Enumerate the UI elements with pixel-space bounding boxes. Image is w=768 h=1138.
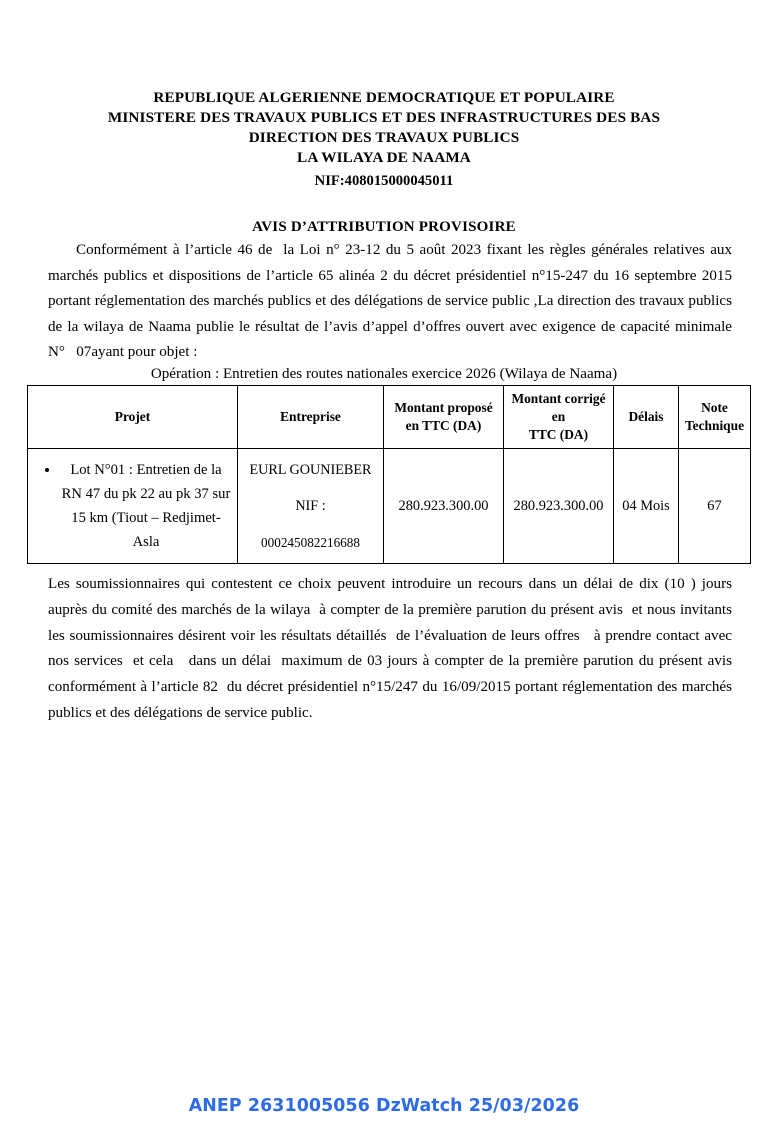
entreprise-nif-value: 000245082216688	[261, 534, 360, 550]
operation-caption: Opération : Entretien des routes nationales exercice 2026 (Wilaya de Naama)	[150, 366, 618, 382]
col-header-note-line1: Note	[701, 400, 728, 415]
col-header-entreprise: Entreprise	[238, 386, 384, 449]
col-header-montant-propose	[384, 386, 504, 449]
table-row	[28, 449, 751, 564]
col-header-montant-corrige-line2: en	[551, 409, 566, 424]
col-header-projet: Projet	[28, 386, 238, 449]
results-table-wrapper	[27, 385, 750, 564]
results-table	[27, 385, 751, 564]
col-header-montant-propose-line1: Montant proposé	[394, 400, 493, 415]
header-line-ministry: MINISTERE DES TRAVAUX PUBLICS ET DES INFRASTRUCTURES DES BAS	[107, 109, 661, 126]
closing-paragraph: Les soumissionnaires qui contestent ce choix peuvent introduire un recours dans un délai de dix (10 ) jours auprès du comité des marchés de la wilaya à compter de la première parution du présent avis et nous invitants les soumissionnaires désirent voir les résultats détaillés de l’évaluation de leurs offres à prendre contact avec nos services et cela dans un délai maximum de 03 jours à compter de la première parution du présent avis conformément à l’article 82 du décret présidentiel n°15/247 du 16/09/2015 portant réglementation des marchés publics et des délégations de service public.	[48, 576, 740, 721]
col-header-montant-propose-line2: en TTC (DA)	[405, 418, 482, 433]
entreprise-nif-label: NIF :	[295, 497, 326, 514]
document-header	[40, 88, 728, 191]
footer-anep-reference: ANEP 2631005056 DzWatch 25/03/2026	[188, 1096, 580, 1116]
entreprise-name: EURL GOUNIEBER	[249, 461, 372, 478]
cell-note-technique: 67	[679, 449, 751, 564]
cell-montant-propose: 280.923.300.00	[384, 449, 504, 564]
header-line-wilaya: LA WILAYA DE NAAMA	[297, 149, 471, 166]
cell-entreprise	[238, 449, 384, 564]
header-line-nif: NIF:408015000045011	[314, 173, 454, 189]
header-line-republic: REPUBLIQUE ALGERIENNE DEMOCRATIQUE ET POPULAIRE	[153, 89, 615, 106]
header-line-direction: DIRECTION DES TRAVAUX PUBLICS	[248, 129, 520, 146]
cell-projet	[28, 449, 238, 564]
col-header-note-technique	[679, 386, 751, 449]
col-header-montant-corrige-line1: Montant corrigé	[511, 391, 606, 406]
lot-list	[33, 458, 232, 554]
table-header-row	[28, 386, 751, 449]
cell-montant-corrige: 280.923.300.00	[504, 449, 614, 564]
col-header-delais: Délais	[614, 386, 679, 449]
list-item-lot: • Lot N°01 : Entretien de la RN 47 du pk 22 au pk 37 sur 15 km (Tiout – Redjimet- Asla	[60, 458, 232, 554]
page-title: AVIS D’ATTRIBUTION PROVISOIRE	[252, 219, 516, 235]
col-header-montant-corrige	[504, 386, 614, 449]
cell-delais: 04 Mois	[614, 449, 679, 564]
col-header-note-line2: Technique	[684, 418, 745, 433]
intro-paragraph: Conformément à l’article 46 de la Loi n° 23-12 du 5 août 2023 fixant les règles générales relatives aux marchés publics et dispositions de l’article 65 alinéa 2 du décret présidentiel n°15-247 du 16 septembre 2015 portant réglementation des marchés publics et des délégations de service public ,La direction des travaux publics de la wilaya de Naama publie le résultat de l’avis d’appel d’offres ouvert avec exigence de capacité minimale N° 07ayant pour objet :	[48, 242, 740, 361]
col-header-montant-corrige-line3: TTC (DA)	[528, 427, 589, 442]
